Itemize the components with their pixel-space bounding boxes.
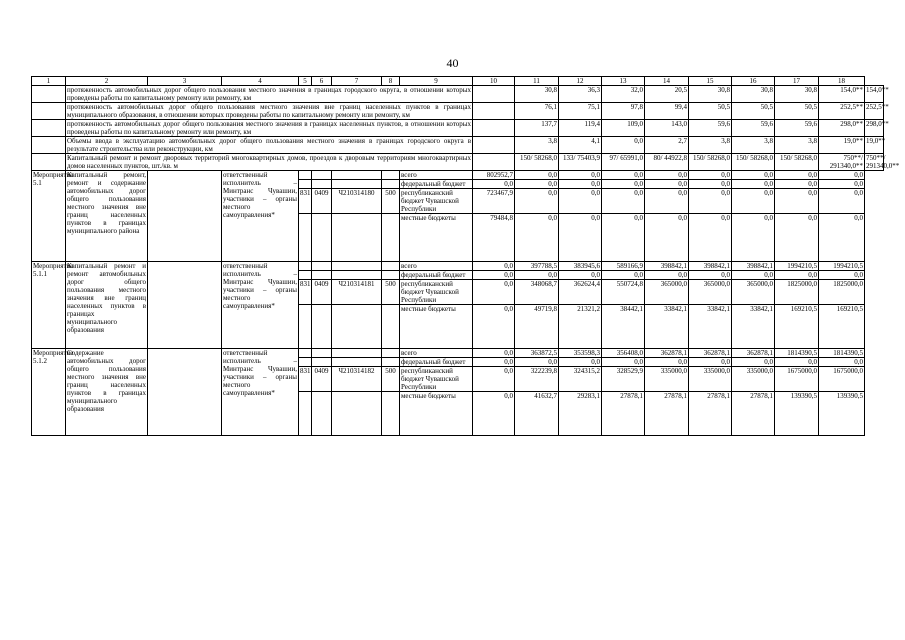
indicator-value: 99,4 — [645, 103, 689, 120]
funding-value: 363872,5 — [515, 349, 559, 358]
indicator-value: 252,5** — [819, 103, 865, 120]
empty-cell — [473, 120, 515, 137]
grbs-code: 831 — [299, 367, 312, 392]
empty-cell — [332, 349, 382, 358]
funding-value: 33842,1 — [645, 305, 689, 349]
empty-cell — [32, 137, 66, 154]
indicator-value: 133/ 75403,9 — [559, 154, 602, 171]
indicator-text: Объемы ввода в эксплуатацию автомобильных дорог общего пользования местного значения в границах городского округа в результате строительства или реконструкции, км — [67, 137, 471, 153]
funding-row — [32, 349, 884, 358]
funding-value: 0,0 — [602, 171, 645, 180]
column-number: 15 — [689, 77, 732, 86]
indicator-value: 75,1 — [559, 103, 602, 120]
funding-value: 322239,8 — [515, 367, 559, 392]
indicator-value: 80/ 44922,8 — [645, 154, 689, 171]
indicator-value: 4,1 — [559, 137, 602, 154]
empty-cell — [332, 305, 382, 349]
funding-value: 0,0 — [775, 214, 819, 262]
empty-cell — [299, 214, 312, 262]
funding-value: 0,0 — [645, 180, 689, 189]
funding-value: 0,0 — [689, 214, 732, 262]
funding-value: 328529,9 — [602, 367, 645, 392]
funding-value: 0,0 — [602, 358, 645, 367]
funding-value: 0,0 — [645, 358, 689, 367]
funding-row — [32, 262, 884, 271]
funding-value: 0,0 — [515, 214, 559, 262]
funding-value: 0,0 — [473, 392, 515, 436]
funding-value: 0,0 — [732, 180, 775, 189]
vr-code: 500 — [382, 189, 400, 214]
indicator-text: Капитальный ремонт и ремонт дворовых территорий многоквартирных домов, проездов к дворовым территориям многоквартирных домов населенных пунктов, шт./кв. м — [67, 154, 471, 170]
funding-value: 1994210,5 — [775, 262, 819, 271]
empty-cell — [332, 271, 382, 280]
empty-cell — [312, 180, 332, 189]
indicator-value: 150/ 58268,0 — [775, 154, 819, 171]
empty-cell — [332, 180, 382, 189]
funding-source: местные бюджеты — [400, 305, 473, 349]
funding-value: 0,0 — [602, 180, 645, 189]
funding-value: 0,0 — [819, 271, 865, 280]
funding-value: 802952,7 — [473, 171, 515, 180]
funding-value: 0,0 — [689, 171, 732, 180]
funding-value: 362878,1 — [689, 349, 732, 358]
empty-cell — [312, 305, 332, 349]
funding-value: 0,0 — [689, 189, 732, 214]
funding-value: 1814390,5 — [819, 349, 865, 358]
indicator-value: 3,8 — [732, 137, 775, 154]
funding-source: федеральный бюджет — [400, 358, 473, 367]
funding-value: 723467,9 — [473, 189, 515, 214]
indicator-value: 298,0** — [865, 120, 884, 137]
event-label: Мероприятие 5.1.1 — [32, 262, 66, 349]
funding-value: 0,0 — [559, 271, 602, 280]
indicator-value: 30,8 — [775, 86, 819, 103]
indicator-value: 0,0 — [602, 137, 645, 154]
funding-value: 139390,5 — [775, 392, 819, 436]
funding-value: 0,0 — [732, 214, 775, 262]
column-number: 7 — [332, 77, 382, 86]
column-number: 11 — [515, 77, 559, 86]
funding-value: 0,0 — [559, 189, 602, 214]
funding-value: 0,0 — [602, 271, 645, 280]
funding-value: 169210,5 — [775, 305, 819, 349]
funding-source: местные бюджеты — [400, 392, 473, 436]
column-number: 17 — [775, 77, 819, 86]
funding-value: 0,0 — [559, 180, 602, 189]
event-name: Капитальный ремонт и ремонт автомобильных дорог общего пользования местного значения вне границ населенных пунктов в границах муниципального образования — [66, 262, 148, 349]
column-number-row — [32, 77, 884, 86]
indicator-value: 59,6 — [775, 120, 819, 137]
column-number: 16 — [732, 77, 775, 86]
column-number: 12 — [559, 77, 602, 86]
funding-value: 41632,7 — [515, 392, 559, 436]
funding-value: 0,0 — [645, 271, 689, 280]
funding-value: 0,0 — [473, 262, 515, 271]
funding-value: 27878,1 — [689, 392, 732, 436]
funding-value: 0,0 — [473, 180, 515, 189]
funding-value: 0,0 — [602, 214, 645, 262]
event-executor: ответственный исполнитель – Минтранс Чувашии, участники – органы местного самоуправления* — [222, 262, 299, 349]
grbs-code: 831 — [299, 280, 312, 305]
page-number: 40 — [446, 56, 459, 70]
funding-value: 0,0 — [515, 358, 559, 367]
funding-value: 365000,0 — [732, 280, 775, 305]
indicator-value: 298,0** — [819, 120, 865, 137]
funding-value: 348068,7 — [515, 280, 559, 305]
empty-cell — [312, 349, 332, 358]
empty-cell — [299, 305, 312, 349]
empty-cell — [382, 305, 400, 349]
funding-value: 0,0 — [819, 189, 865, 214]
indicator-value: 50,5 — [689, 103, 732, 120]
empty-cell — [332, 262, 382, 271]
funding-value: 365000,0 — [645, 280, 689, 305]
empty-cell — [382, 214, 400, 262]
empty-cell — [32, 154, 66, 171]
funding-value: 27878,1 — [602, 392, 645, 436]
rzpr-code: 0409 — [312, 367, 332, 392]
empty-cell — [332, 358, 382, 367]
funding-value: 139390,5 — [819, 392, 865, 436]
indicator-value: 97/ 65991,0 — [602, 154, 645, 171]
column-number: 2 — [66, 77, 148, 86]
funding-value: 27878,1 — [732, 392, 775, 436]
column-number: 14 — [645, 77, 689, 86]
event-name: Капитальный ремонт, ремонт и содержание автомобильных дорог общего пользования местного значения вне границ населенных пунктов в границах муниципального района — [66, 171, 148, 262]
empty-cell — [332, 171, 382, 180]
empty-cell — [312, 358, 332, 367]
funding-value: 0,0 — [559, 358, 602, 367]
funding-value: 398842,1 — [732, 262, 775, 271]
funding-value: 1994210,5 — [819, 262, 865, 271]
grbs-code: 831 — [299, 189, 312, 214]
column-number: 9 — [400, 77, 473, 86]
funding-value: 1825000,0 — [819, 280, 865, 305]
indicator-value: 252,5** — [865, 103, 884, 120]
empty-cell — [382, 262, 400, 271]
funding-value: 0,0 — [732, 358, 775, 367]
funding-value: 0,0 — [473, 349, 515, 358]
funding-source: всего — [400, 262, 473, 271]
indicator-value: 137,7 — [515, 120, 559, 137]
column-number: 1 — [32, 77, 66, 86]
funding-value: 21321,2 — [559, 305, 602, 349]
indicator-value: 19,0** — [819, 137, 865, 154]
funding-value: 335000,0 — [689, 367, 732, 392]
rzpr-code: 0409 — [312, 280, 332, 305]
indicator-value: 154,0** — [865, 86, 884, 103]
indicator-row — [32, 154, 884, 171]
indicator-text: протяженность автомобильных дорог общего пользования местного значения вне границ населенных пунктов в границах муниципального образования, в отношении которых проведены работы по капитальному ремонту или ремонту, км — [67, 103, 471, 119]
empty-cell — [299, 171, 312, 180]
funding-value: 0,0 — [775, 180, 819, 189]
funding-value: 0,0 — [645, 214, 689, 262]
column-number: 5 — [299, 77, 312, 86]
empty-cell — [382, 171, 400, 180]
funding-value: 383945,6 — [559, 262, 602, 271]
funding-value: 1814390,5 — [775, 349, 819, 358]
funding-value: 0,0 — [473, 280, 515, 305]
indicator-value: 150/ 58268,0 — [689, 154, 732, 171]
funding-value: 0,0 — [775, 189, 819, 214]
funding-value: 1825000,0 — [775, 280, 819, 305]
funding-value: 0,0 — [559, 171, 602, 180]
column-number: 18 — [819, 77, 865, 86]
funding-value: 353598,3 — [559, 349, 602, 358]
empty-cell — [332, 214, 382, 262]
funding-source: республиканский бюджет Чувашской Республики — [400, 189, 473, 214]
funding-source: республиканский бюджет Чувашской Республики — [400, 280, 473, 305]
column-number: 6 — [312, 77, 332, 86]
indicator-value: 3,8 — [515, 137, 559, 154]
indicator-value: 150/ 58268,0 — [515, 154, 559, 171]
funding-value: 0,0 — [732, 271, 775, 280]
empty-cell — [473, 137, 515, 154]
indicator-value: 97,8 — [602, 103, 645, 120]
funding-value: 398842,1 — [689, 262, 732, 271]
empty-cell — [299, 271, 312, 280]
empty-cell — [148, 349, 222, 436]
funding-value: 0,0 — [515, 180, 559, 189]
empty-cell — [299, 262, 312, 271]
funding-value: 362878,1 — [645, 349, 689, 358]
empty-cell — [312, 171, 332, 180]
empty-cell — [312, 392, 332, 436]
vr-code: 500 — [382, 280, 400, 305]
indicator-row — [32, 103, 884, 120]
column-number: 13 — [602, 77, 645, 86]
empty-cell — [299, 358, 312, 367]
funding-value: 0,0 — [689, 180, 732, 189]
funding-value: 550724,8 — [602, 280, 645, 305]
empty-cell — [299, 349, 312, 358]
rzpr-code: 0409 — [312, 189, 332, 214]
indicator-value: 30,8 — [515, 86, 559, 103]
event-label: Мероприятие 5.1 — [32, 171, 66, 262]
csr-code: Ч210314181 — [332, 280, 382, 305]
funding-value: 0,0 — [775, 358, 819, 367]
indicator-value: 109,0 — [602, 120, 645, 137]
empty-cell — [32, 103, 66, 120]
indicator-value: 750**/ 291340,0** — [866, 154, 900, 170]
empty-cell — [473, 86, 515, 103]
column-number: 10 — [473, 77, 515, 86]
indicator-value: 750**/ 291340,0** — [819, 154, 865, 171]
funding-source: всего — [400, 349, 473, 358]
empty-cell — [32, 120, 66, 137]
funding-value: 49719,8 — [515, 305, 559, 349]
indicator-value: 59,6 — [732, 120, 775, 137]
funding-value: 335000,0 — [645, 367, 689, 392]
indicator-value: 76,1 — [515, 103, 559, 120]
indicator-value: 20,5 — [645, 86, 689, 103]
funding-value: 0,0 — [775, 271, 819, 280]
indicator-value: 143,0 — [645, 120, 689, 137]
funding-value: 0,0 — [645, 171, 689, 180]
empty-cell — [382, 180, 400, 189]
program-table — [31, 76, 900, 436]
event-label: Мероприятие 5.1.2 — [32, 349, 66, 436]
funding-value: 398842,1 — [645, 262, 689, 271]
empty-cell — [299, 180, 312, 189]
funding-value: 29283,1 — [559, 392, 602, 436]
indicator-value: 3,8 — [689, 137, 732, 154]
column-number: 4 — [222, 77, 299, 86]
funding-value: 1675000,0 — [819, 367, 865, 392]
funding-value: 0,0 — [515, 271, 559, 280]
funding-value: 0,0 — [819, 214, 865, 262]
funding-source: местные бюджеты — [400, 214, 473, 262]
funding-value: 0,0 — [819, 358, 865, 367]
indicator-value: 150/ 58268,0 — [732, 154, 775, 171]
funding-value: 1675000,0 — [775, 367, 819, 392]
empty-cell — [148, 171, 222, 262]
funding-value: 0,0 — [473, 271, 515, 280]
funding-value: 0,0 — [732, 189, 775, 214]
funding-value: 0,0 — [775, 171, 819, 180]
funding-row — [32, 171, 884, 180]
funding-value: 33842,1 — [732, 305, 775, 349]
indicator-value: 50,5 — [775, 103, 819, 120]
indicator-row — [32, 137, 884, 154]
funding-value: 397788,5 — [515, 262, 559, 271]
event-name: Содержание автомобильных дорог общего пользования местного значения вне границ населенных пунктов в границах муниципального образования — [66, 349, 148, 436]
event-executor: ответственный исполнитель – Минтранс Чувашии, участники – органы местного самоуправления* — [222, 171, 299, 262]
csr-code: Ч210314182 — [332, 367, 382, 392]
funding-value: 0,0 — [515, 189, 559, 214]
funding-source: федеральный бюджет — [400, 180, 473, 189]
funding-value: 169210,5 — [819, 305, 865, 349]
indicator-value: 119,4 — [559, 120, 602, 137]
empty-cell — [473, 154, 515, 171]
funding-value: 589166,9 — [602, 262, 645, 271]
funding-value: 0,0 — [473, 358, 515, 367]
funding-value: 33842,1 — [689, 305, 732, 349]
indicator-value: 36,3 — [559, 86, 602, 103]
column-number: 8 — [382, 77, 400, 86]
funding-value: 324315,2 — [559, 367, 602, 392]
indicator-value: 30,8 — [689, 86, 732, 103]
empty-cell — [148, 262, 222, 349]
funding-value: 0,0 — [515, 171, 559, 180]
funding-value: 0,0 — [645, 189, 689, 214]
indicator-value: 50,5 — [732, 103, 775, 120]
event-executor: ответственный исполнитель – Минтранс Чувашии, участники – органы местного самоуправления* — [222, 349, 299, 436]
funding-source: всего — [400, 171, 473, 180]
vr-code: 500 — [382, 367, 400, 392]
funding-value: 0,0 — [689, 271, 732, 280]
indicator-value: 32,0 — [602, 86, 645, 103]
indicator-value: 154,0** — [819, 86, 865, 103]
funding-value: 335000,0 — [732, 367, 775, 392]
indicator-value: 3,8 — [775, 137, 819, 154]
funding-value: 27878,1 — [645, 392, 689, 436]
funding-value: 0,0 — [473, 305, 515, 349]
empty-cell — [473, 103, 515, 120]
column-number: 3 — [148, 77, 222, 86]
funding-value: 365000,0 — [689, 280, 732, 305]
indicator-row — [32, 86, 884, 103]
empty-cell — [382, 271, 400, 280]
empty-cell — [299, 392, 312, 436]
indicator-value: 30,8 — [732, 86, 775, 103]
funding-value: 362878,1 — [732, 349, 775, 358]
indicator-value: 19,0** — [865, 137, 884, 154]
funding-value: 0,0 — [689, 358, 732, 367]
empty-cell — [312, 271, 332, 280]
empty-cell — [332, 392, 382, 436]
empty-cell — [382, 349, 400, 358]
funding-value: 0,0 — [602, 189, 645, 214]
funding-source: республиканский бюджет Чувашской Республики — [400, 367, 473, 392]
empty-cell — [312, 214, 332, 262]
indicator-text: протяженность автомобильных дорог общего пользования местного значения в границах населенных пунктов, в отношении которых проведены работы по капитальному ремонту или ремонту, км — [67, 120, 471, 136]
indicator-text: протяженность автомобильных дорог общего пользования местного значения в границах городского округа, в отношении которых проведены работы по капитальному ремонту или ремонту, км — [67, 86, 471, 102]
funding-source: федеральный бюджет — [400, 271, 473, 280]
funding-value: 356408,0 — [602, 349, 645, 358]
empty-cell — [382, 392, 400, 436]
empty-cell — [382, 358, 400, 367]
empty-cell — [312, 262, 332, 271]
indicator-value: 2,7 — [645, 137, 689, 154]
indicator-value: 59,6 — [689, 120, 732, 137]
empty-cell — [32, 86, 66, 103]
indicator-row — [32, 120, 884, 137]
funding-value: 0,0 — [473, 367, 515, 392]
funding-value: 79484,8 — [473, 214, 515, 262]
funding-value: 362624,4 — [559, 280, 602, 305]
funding-value: 0,0 — [819, 171, 865, 180]
funding-value: 0,0 — [559, 214, 602, 262]
funding-value: 0,0 — [819, 180, 865, 189]
funding-value: 0,0 — [732, 171, 775, 180]
csr-code: Ч210314180 — [332, 189, 382, 214]
funding-value: 38442,1 — [602, 305, 645, 349]
